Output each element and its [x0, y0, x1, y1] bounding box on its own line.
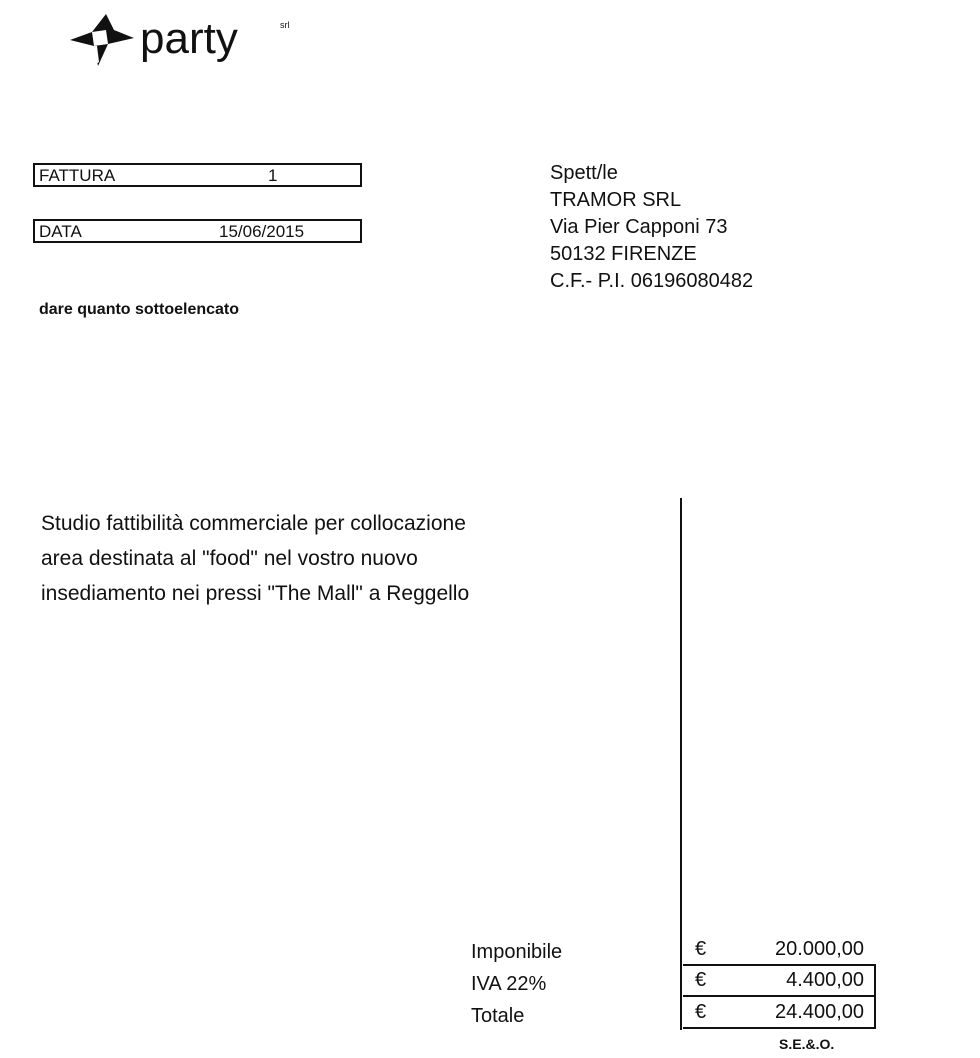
- euro-symbol: €: [695, 969, 707, 991]
- cell-border: [874, 964, 876, 996]
- intro-text: dare quanto sottoelencato: [39, 301, 240, 318]
- row-divider: [683, 1027, 876, 1029]
- party-logo: [66, 10, 306, 72]
- vat-label: IVA 22%: [471, 973, 547, 995]
- vat-amount-cell: [684, 965, 874, 997]
- euro-symbol: €: [695, 1001, 707, 1023]
- invoice-date: 15/06/2015: [219, 222, 305, 241]
- invoice-number: 1: [268, 166, 278, 185]
- logo-suffix: srl: [280, 20, 290, 30]
- amount-column-divider: [680, 498, 682, 1030]
- invoice-date-box: [33, 219, 362, 243]
- total-amount: 24.400,00: [775, 1001, 864, 1023]
- invoice-label: FATTURA: [39, 166, 116, 185]
- vat-amount: 4.400,00: [786, 969, 864, 991]
- recipient-street: Via Pier Capponi 73: [550, 216, 728, 238]
- description-line: insediamento nei pressi "The Mall" a Reggello: [41, 582, 470, 605]
- taxable-amount-cell: [684, 934, 874, 966]
- recipient-tax-id: C.F.- P.I. 06196080482: [550, 270, 754, 292]
- seo-notice: S.E.&.O.: [779, 1036, 835, 1052]
- euro-symbol: €: [695, 938, 707, 960]
- description-line: Studio fattibilità commerciale per collocazione: [41, 512, 466, 535]
- recipient-name: TRAMOR SRL: [550, 189, 682, 211]
- star-icon: [70, 14, 134, 66]
- taxable-label: Imponibile: [471, 941, 563, 963]
- recipient-city: 50132 FIRENZE: [550, 243, 697, 265]
- recipient-address: [550, 160, 753, 295]
- logo-wordmark: party: [140, 14, 238, 63]
- service-description: [41, 506, 661, 611]
- recipient-salutation: Spett/le: [550, 162, 618, 184]
- date-label: DATA: [39, 222, 82, 241]
- total-label: Totale: [471, 1005, 525, 1027]
- cell-border: [874, 995, 876, 1027]
- total-amount-cell: [684, 997, 874, 1029]
- description-line: area destinata al "food" nel vostro nuovo: [41, 547, 418, 570]
- taxable-amount: 20.000,00: [775, 938, 864, 960]
- invoice-number-box: [33, 163, 362, 187]
